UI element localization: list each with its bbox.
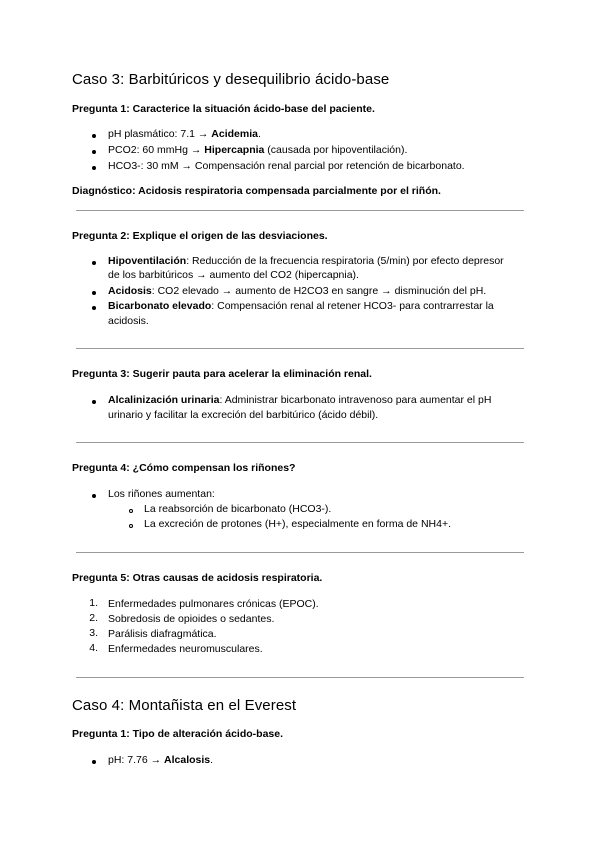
list-item: PCO2: 60 mmHg → Hipercapnia (causada por hipoventilación).	[108, 144, 408, 156]
bullet-icon	[92, 400, 96, 404]
list-number: 4.	[89, 642, 98, 654]
bullet-icon	[92, 494, 96, 498]
case-3-title: Caso 3: Barbitúricos y desequilibrio ácido-base	[72, 71, 390, 88]
case3-diagnosis: Diagnóstico: Acidosis respiratoria compensada parcialmente por el riñón.	[72, 185, 441, 197]
list-item: HCO3-: 30 mM → Compensación renal parcial por retención de bicarbonato.	[108, 160, 465, 172]
case3-q1-title: Pregunta 1: Caracterice la situación ácido-base del paciente.	[72, 103, 375, 115]
list-item-continuation: urinario y facilitar la excreción del barbitúrico (ácido débil).	[108, 409, 379, 421]
list-number: 1.	[89, 597, 98, 609]
case3-q4-title: Pregunta 4: ¿Cómo compensan los riñones?	[72, 462, 296, 474]
circle-bullet-icon	[129, 524, 133, 528]
case3-q5-title: Pregunta 5: Otras causas de acidosis respiratoria.	[72, 572, 323, 584]
list-item: Parálisis diafragmática.	[108, 628, 217, 640]
list-item: Enfermedades pulmonares crónicas (EPOC).	[108, 598, 319, 610]
divider	[76, 210, 524, 211]
divider	[76, 552, 524, 553]
case4-q1-title: Pregunta 1: Tipo de alteración ácido-base.	[72, 728, 284, 740]
divider	[76, 348, 524, 349]
bullet-icon	[92, 166, 96, 170]
bullet-icon	[92, 261, 96, 265]
bullet-icon	[92, 291, 96, 295]
bullet-icon	[92, 760, 96, 764]
list-number: 3.	[89, 627, 98, 639]
bullet-icon	[92, 306, 96, 310]
sub-list-item: La excreción de protones (H+), especialmente en forma de NH4+.	[144, 518, 451, 530]
list-item-continuation: acidosis.	[108, 315, 149, 327]
case3-q2-title: Pregunta 2: Explique el origen de las desviaciones.	[72, 230, 328, 242]
list-item-continuation: de los barbitúricos → aumento del CO2 (hipercapnia).	[108, 269, 359, 281]
case-4-title: Caso 4: Montañista en el Everest	[72, 697, 297, 714]
list-item: Bicarbonato elevado: Compensación renal al retener HCO3- para contrarrestar la	[108, 300, 494, 312]
divider	[76, 442, 524, 443]
bullet-icon	[92, 134, 96, 138]
list-item: Hipoventilación: Reducción de la frecuencia respiratoria (5/min) por efecto depresor	[108, 255, 504, 267]
divider	[76, 677, 524, 678]
circle-bullet-icon	[129, 509, 133, 513]
list-item: Los riñones aumentan:	[108, 488, 215, 500]
list-item: Enfermedades neuromusculares.	[108, 643, 263, 655]
case3-q3-title: Pregunta 3: Sugerir pauta para acelerar la eliminación renal.	[72, 368, 372, 380]
list-item: Alcalinización urinaria: Administrar bicarbonato intravenoso para aumentar el pH	[108, 394, 492, 406]
list-item: Acidosis: CO2 elevado → aumento de H2CO3 en sangre → disminución del pH.	[108, 285, 487, 297]
list-item: pH: 7.76 → Alcalosis.	[108, 754, 214, 766]
list-item: Sobredosis de opioides o sedantes.	[108, 613, 275, 625]
bullet-icon	[92, 150, 96, 154]
list-number: 2.	[89, 612, 98, 624]
list-item: pH plasmático: 7.1 → Acidemia.	[108, 128, 261, 140]
sub-list-item: La reabsorción de bicarbonato (HCO3-).	[144, 503, 332, 515]
